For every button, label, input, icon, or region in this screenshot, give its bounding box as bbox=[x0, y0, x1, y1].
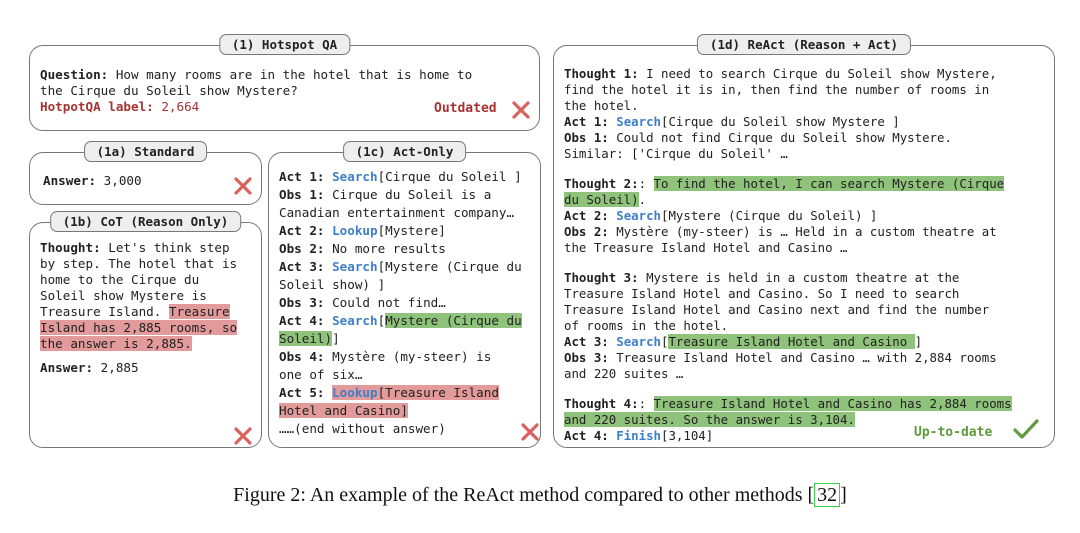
cot-thought-text: by step. The hotel that is bbox=[40, 256, 238, 271]
action-argument: [ bbox=[377, 313, 386, 328]
cross-icon bbox=[512, 101, 530, 119]
action-argument: [Cirque du Soleil ] bbox=[377, 169, 522, 184]
observation-text: Similar: ['Cirque du Soleil' … bbox=[564, 146, 788, 161]
observation-text: Canadian entertainment company… bbox=[279, 205, 515, 220]
action-argument: [3,104] bbox=[661, 428, 714, 443]
finish-action: Finish bbox=[616, 428, 661, 443]
obs-label: Obs 3: bbox=[279, 295, 325, 310]
outdated-status: Outdated bbox=[434, 101, 497, 116]
observation-text: Mystère (my-steer) is … Held in a custom theatre at bbox=[608, 224, 997, 239]
highlighted-thought: du Soleil) bbox=[564, 192, 639, 207]
act-label: Act 4: bbox=[564, 428, 609, 443]
cot-panel bbox=[29, 214, 262, 448]
action-argument: [Cirque du Soleil show Mystere ] bbox=[661, 114, 900, 129]
up-to-date-status: Up-to-date bbox=[914, 425, 993, 440]
search-action: Search bbox=[332, 313, 378, 328]
hotpotqa-label-value: 2,664 bbox=[153, 99, 200, 114]
observation-text: Could not find… bbox=[324, 295, 446, 310]
obs-label: Obs 3: bbox=[564, 350, 609, 365]
cot-thought-label: Thought: bbox=[40, 240, 101, 255]
search-action: Search bbox=[332, 259, 378, 274]
observation-text: Mystère (my-steer) is bbox=[324, 349, 492, 364]
highlighted-argument: Soleil) bbox=[279, 331, 333, 346]
observation-text: and 220 suites … bbox=[564, 366, 684, 381]
figure-caption bbox=[0, 484, 1080, 507]
act-label: Act 4: bbox=[279, 313, 325, 328]
thought-label: Thought 4: bbox=[564, 396, 639, 411]
thought-text: Treasure Island Hotel and Casino. So I need to search bbox=[564, 286, 960, 301]
thought-label: Thought 1: bbox=[564, 66, 639, 81]
highlighted-thought: and 220 suites. So the answer is 3,104. bbox=[564, 412, 855, 427]
standard-answer-value: 3,000 bbox=[96, 173, 142, 188]
hotspot-qa-panel bbox=[29, 37, 540, 131]
highlighted-thought: To find the hotel, I can search Mystere (Cirque bbox=[653, 176, 1005, 191]
search-action: Search bbox=[616, 114, 661, 129]
cot-answer-label: Answer: bbox=[40, 360, 94, 375]
cot-thought-text: Treasure Island. bbox=[40, 304, 169, 319]
caption-text: Figure 2: An example of the ReAct method compared to other methods [ bbox=[233, 484, 815, 506]
observation-text: No more results bbox=[324, 241, 446, 256]
action-argument: ] bbox=[914, 334, 923, 349]
thought-label: Thought 2: bbox=[564, 176, 639, 191]
observation-text: Could not find Cirque du Soleil show Mystere. bbox=[608, 130, 952, 145]
obs-label: Obs 4: bbox=[279, 349, 325, 364]
act-label: Act 2: bbox=[564, 208, 609, 223]
cot-title: (1b) CoT (Reason Only) bbox=[50, 211, 242, 232]
citation-link[interactable]: 32 bbox=[814, 483, 840, 507]
hotspot-qa-title: (1) Hotspot QA bbox=[219, 34, 350, 55]
observation-text: the Treasure Island Hotel and Casino … bbox=[564, 240, 848, 255]
act-label: Act 3: bbox=[564, 334, 609, 349]
action-argument: [ bbox=[661, 334, 669, 349]
standard-answer-label: Answer: bbox=[43, 173, 97, 188]
highlighted-argument: Treasure Island Hotel and Casino bbox=[668, 334, 915, 349]
cross-icon bbox=[234, 427, 252, 445]
cot-thought-text: home to the Cirque du bbox=[40, 272, 200, 287]
thought-text: find the hotel it is in, then find the number of rooms in bbox=[564, 82, 990, 97]
end-note: ……(end without answer) bbox=[279, 421, 446, 436]
observation-text: Cirque du Soleil is a bbox=[324, 187, 492, 202]
question-text: How many rooms are in the hotel that is home to bbox=[108, 67, 473, 82]
lookup-action: Lookup bbox=[332, 223, 378, 238]
search-action: Search bbox=[332, 169, 378, 184]
cot-answer-value: 2,885 bbox=[93, 360, 139, 375]
act-label: Act 5: bbox=[279, 385, 325, 400]
action-argument: [Mystere (Cirque du Soleil) ] bbox=[661, 208, 878, 223]
thought-text: Mystere is held in a custom theatre at the bbox=[638, 270, 960, 285]
cross-icon bbox=[234, 177, 252, 195]
standard-title: (1a) Standard bbox=[84, 141, 208, 162]
act-only-title: (1c) Act-Only bbox=[343, 141, 467, 162]
observation-text: one of six… bbox=[279, 367, 363, 382]
wrong-argument: [Treasure Island bbox=[377, 385, 499, 400]
obs-label: Obs 1: bbox=[279, 187, 325, 202]
search-action: Search bbox=[616, 208, 661, 223]
obs-label: Obs 2: bbox=[279, 241, 325, 256]
react-panel: (1d) ReAct (Reason + Act) Thought 1: I need to search Cirque du Soleil show Mystere, find the hotel it is in, then find the number of rooms in the hotel. Act 1: Search[Cirque du Soleil show Mystere ] Obs 1: Could not find Cirque du Soleil show Mystere. Similar: ['Cirque du Soleil' … Thought 2:: To find the hotel, I can search Mystere (Cirque du Soleil). Act 2: Search[Mystere (Cirque du Soleil) ] Obs 2: Mystère (my-steer) is … Held in a custom theatre at the Treasure Island Hotel and Casino … Thought 3: Mystere is held in a custom theatre at the Treasure Island Hotel and Casino. So I need to search Treasure Island Hotel and Casino next and find the number of rooms in the hotel. Act 3: Search[Treasure Island Hotel and Casino ] Obs 3: Treasure Island Hotel and Casino … with 2,884 rooms and 220 suites … Thought 4:: Treasure Island Hotel and Casino has 2,884 rooms and 220 suites. So the answer is 3,104. Act 4: Finish[3,104] Up-to-date bbox=[553, 45, 1055, 448]
action-argument: Soleil show) ] bbox=[279, 277, 386, 292]
thought-label: Thought 3: bbox=[564, 270, 639, 285]
thought-text: Treasure Island Hotel and Casino next and find the number bbox=[564, 302, 990, 317]
act-label: Act 3: bbox=[279, 259, 325, 274]
highlighted-argument: Mystere (Cirque du bbox=[385, 313, 522, 328]
cot-wrong-reasoning: Treasure bbox=[168, 304, 230, 319]
thought-text: I need to search Cirque du Soleil show Mystere, bbox=[638, 66, 997, 81]
action-argument: [Mystere] bbox=[377, 223, 446, 238]
wrong-argument: Hotel and Casino] bbox=[279, 403, 408, 418]
act-label: Act 1: bbox=[564, 114, 609, 129]
check-icon bbox=[1012, 418, 1040, 440]
lookup-action: Lookup bbox=[332, 385, 378, 400]
question-text-cont: the Cirque du Soleil show Mystere? bbox=[40, 83, 298, 98]
thought-text: the hotel. bbox=[564, 98, 639, 113]
caption-text: ] bbox=[840, 484, 847, 506]
act-only-panel bbox=[268, 144, 541, 448]
cross-icon bbox=[521, 423, 539, 441]
cot-wrong-reasoning: Island has 2,885 rooms, so bbox=[40, 320, 238, 335]
action-argument: ] bbox=[332, 331, 340, 346]
act-label: Act 2: bbox=[279, 223, 325, 238]
thought-text: . bbox=[638, 192, 647, 207]
standard-panel bbox=[29, 144, 262, 205]
react-title: (1d) ReAct (Reason + Act) bbox=[697, 34, 911, 55]
hotpotqa-label-name: HotpotQA label: bbox=[40, 99, 154, 114]
act-label: Act 1: bbox=[279, 169, 325, 184]
action-argument: [Mystere (Cirque du bbox=[377, 259, 522, 274]
highlighted-thought: Treasure Island Hotel and Casino has 2,884 rooms bbox=[653, 396, 1012, 411]
question-label: Question: bbox=[40, 67, 109, 82]
obs-label: Obs 2: bbox=[564, 224, 609, 239]
cot-wrong-reasoning: the answer is 2,885. bbox=[40, 336, 192, 351]
observation-text: Treasure Island Hotel and Casino … with 2,884 rooms bbox=[608, 350, 997, 365]
cot-thought-text: Soleil show Mystere is bbox=[40, 288, 207, 303]
cot-thought-text: Let's think step bbox=[100, 240, 230, 255]
search-action: Search bbox=[616, 334, 661, 349]
thought-text: of rooms in the hotel. bbox=[564, 318, 729, 333]
obs-label: Obs 1: bbox=[564, 130, 609, 145]
